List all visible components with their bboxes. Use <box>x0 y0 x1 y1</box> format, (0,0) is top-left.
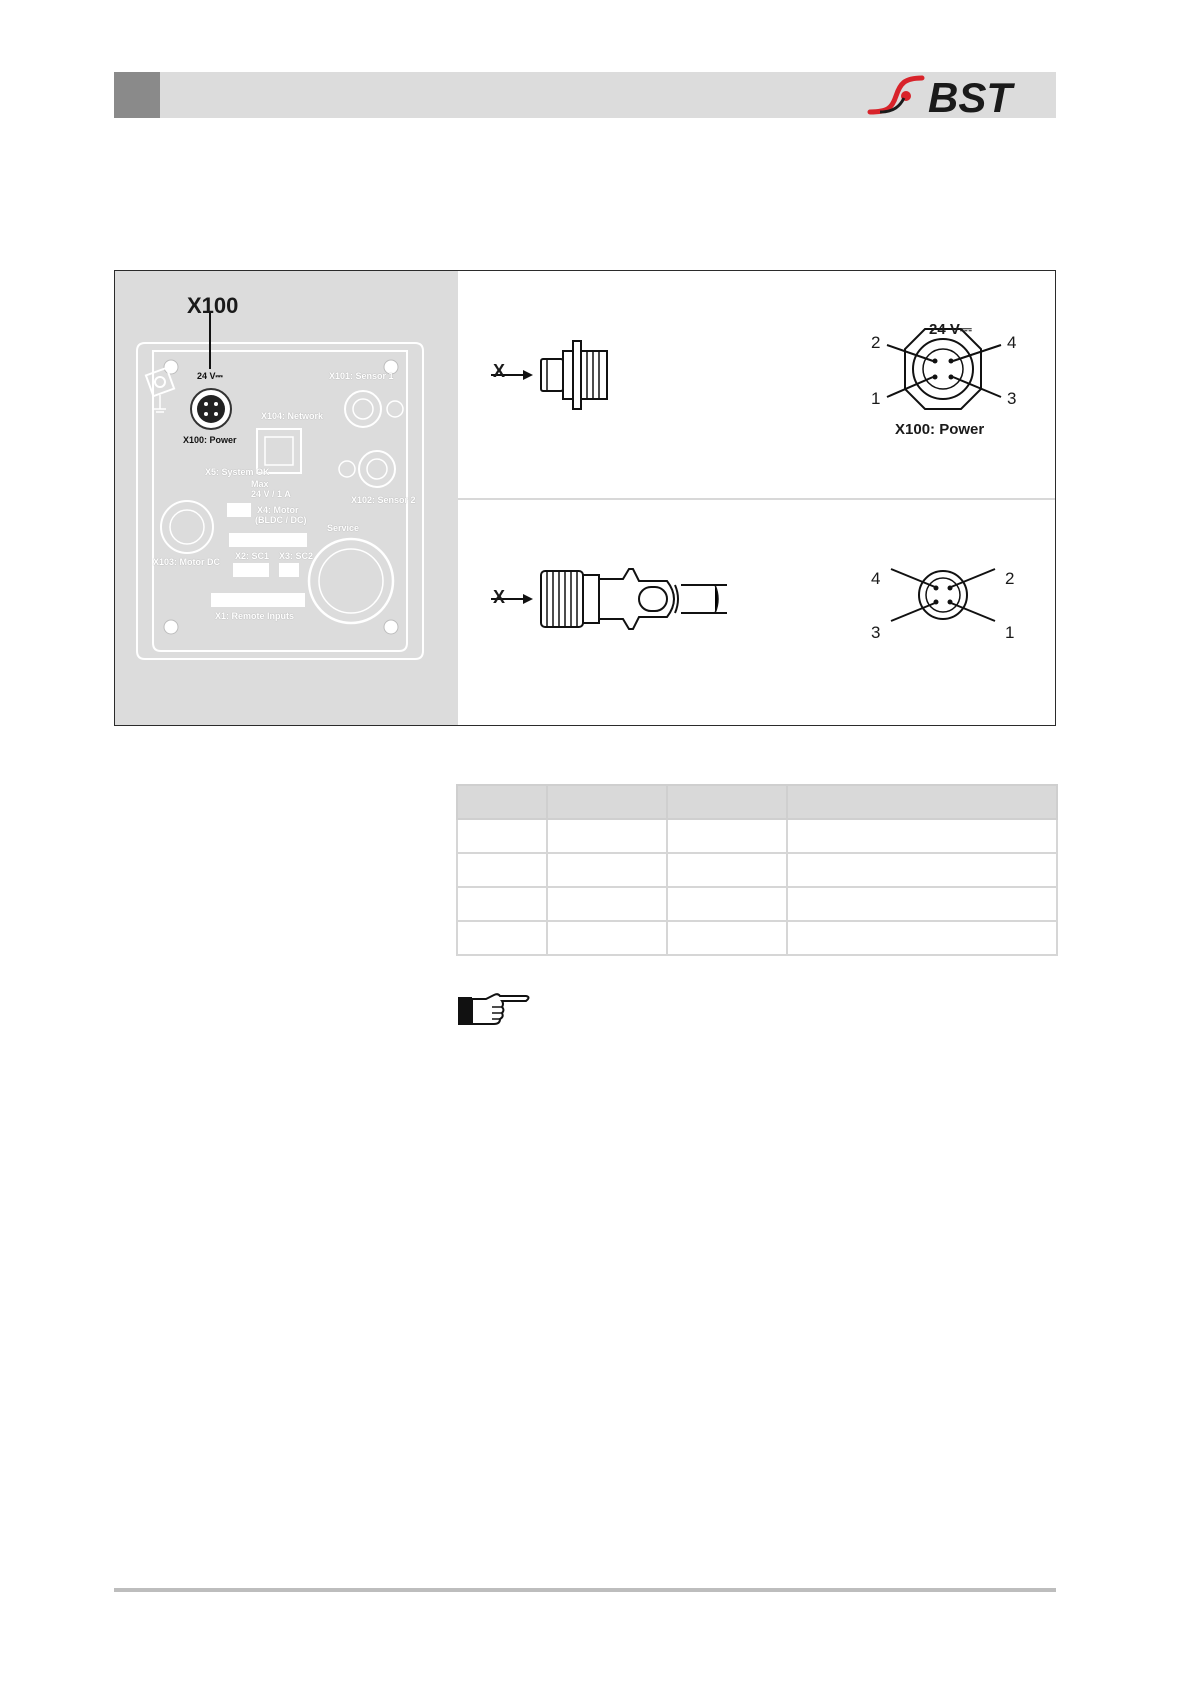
table-cell <box>667 887 787 921</box>
table-cell <box>457 887 547 921</box>
top-pin-1: 1 <box>871 389 881 408</box>
page-footer-rule <box>114 1588 1056 1592</box>
table-cell <box>787 853 1057 887</box>
max-value: 24 V / 1 A <box>251 489 291 499</box>
x5-label: X5: System OK <box>205 467 270 477</box>
table-row <box>457 819 1057 853</box>
svg-text:BST: BST <box>928 74 1012 118</box>
x100-voltage-label: 24 V⎓ <box>197 371 223 381</box>
table-cell <box>547 921 667 955</box>
top-power-label: X100: Power <box>895 421 985 438</box>
table-row <box>457 887 1057 921</box>
cable-connector-side-view <box>489 559 729 639</box>
bottom-pin-4: 4 <box>871 569 881 588</box>
top-pin-3: 3 <box>1007 389 1017 408</box>
x3-label: X3: SC2 <box>279 551 314 561</box>
x4-label: X4: Motor <box>257 505 299 515</box>
table-header-cell <box>457 785 547 819</box>
x104-label: X104: Network <box>261 411 324 421</box>
table-cell <box>547 853 667 887</box>
table-cell <box>787 921 1057 955</box>
table-header-cell <box>787 785 1057 819</box>
table-header-row <box>457 785 1057 819</box>
table-cell <box>787 887 1057 921</box>
bottom-arrow-label: X <box>493 587 506 607</box>
figure-separator <box>458 498 1055 500</box>
table-header-cell <box>547 785 667 819</box>
bottom-pin-2: 2 <box>1005 569 1015 588</box>
table-cell <box>457 853 547 887</box>
table-row <box>457 853 1057 887</box>
x4-sub-label: (BLDC / DC) <box>255 515 307 525</box>
bottom-pin-1: 1 <box>1005 623 1015 642</box>
cable-connector-face-view <box>873 551 1013 641</box>
service-label: Service <box>327 523 360 533</box>
x101-label: X101: Sensor 1 <box>329 371 394 381</box>
x100-connector-side-view <box>489 331 629 411</box>
x100-callout: X100 <box>187 293 239 318</box>
top-arrow-label: X <box>493 361 506 381</box>
table-cell <box>457 819 547 853</box>
table-cell <box>547 887 667 921</box>
pin-assignment-table <box>456 784 1058 956</box>
bottom-pin-3: 3 <box>871 623 881 642</box>
table-row <box>457 921 1057 955</box>
table-cell <box>667 853 787 887</box>
connector-figure <box>114 270 1056 726</box>
device-panel <box>115 271 458 725</box>
table-cell <box>667 921 787 955</box>
x100-connector-face-view <box>873 323 1013 423</box>
x2-label: X2: SC1 <box>235 551 270 561</box>
table-cell <box>547 819 667 853</box>
x100-power-label: X100: Power <box>183 435 237 445</box>
bst-logo <box>866 74 1056 118</box>
max-label: Max <box>251 479 269 489</box>
x102-label: X102: Sensor 2 <box>351 495 416 505</box>
x103-label: X103: Motor DC <box>153 557 221 567</box>
table-cell <box>457 921 547 955</box>
top-pin-4: 4 <box>1007 333 1017 352</box>
top-pin-2: 2 <box>871 333 881 352</box>
top-voltage-label: 24 V⎓ <box>929 321 972 338</box>
table-cell <box>667 819 787 853</box>
table-header-cell <box>667 785 787 819</box>
table-cell <box>787 819 1057 853</box>
pointing-hand-icon <box>456 991 532 1027</box>
chapter-tab <box>114 72 160 118</box>
x1-label: X1: Remote Inputs <box>215 611 295 621</box>
